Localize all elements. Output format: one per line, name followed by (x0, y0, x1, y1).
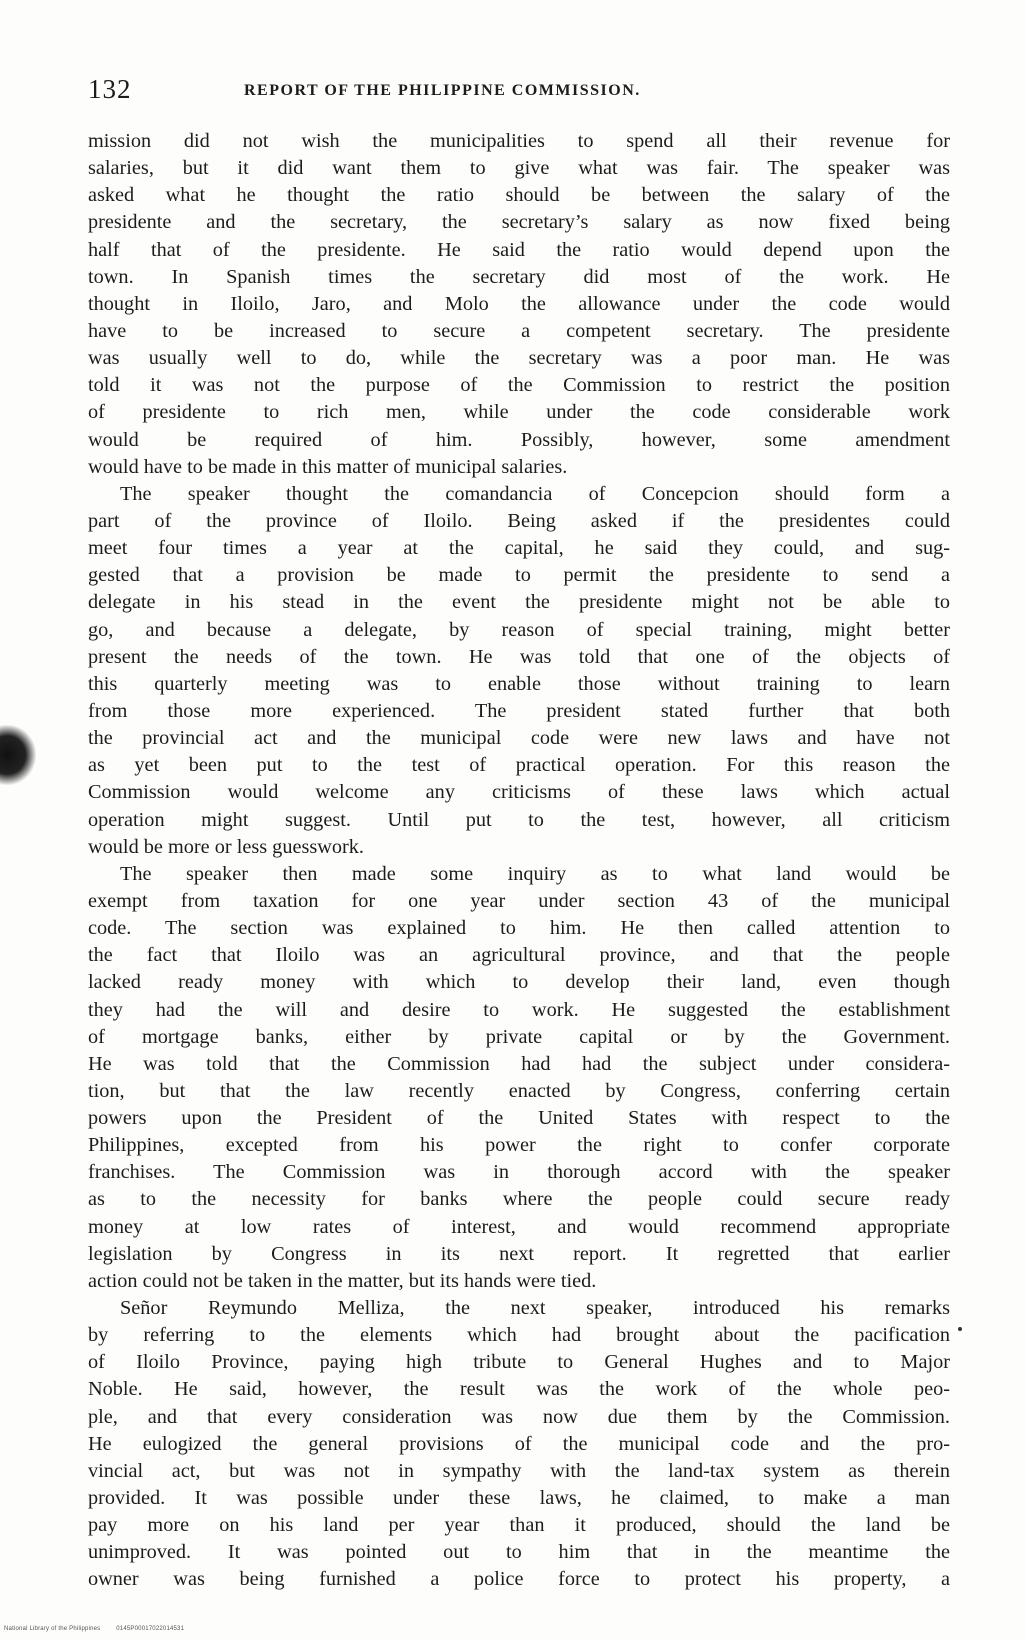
text-line: presidente and the secretary, the secretary’s salary as now fixed being (88, 211, 950, 234)
text-line: this quarterly meeting was to enable those without training to learn (88, 672, 950, 695)
text-line: as yet been put to the test of practical operation. For this reason the (88, 754, 950, 777)
text-line: half that of the presidente. He said the ratio would depend upon the (88, 238, 950, 261)
text-line: provided. It was possible under these laws, he claimed, to make a man (88, 1487, 950, 1510)
text-line: meet four times a year at the capital, he said they could, and sug- (88, 537, 950, 560)
text-line: town. In Spanish times the secretary did most of the work. He (88, 265, 950, 288)
text-line: by referring to the elements which had brought about the pacification (88, 1324, 950, 1347)
page-header (88, 74, 948, 114)
text-line: mission did not wish the municipalities to spend all their revenue for (88, 130, 950, 152)
footer-library: National Library of the Philippines (4, 1626, 101, 1632)
text-line: exempt from taxation for one year under section 43 of the municipal (88, 889, 950, 912)
text-line: would have to be made in this matter of municipal salaries. (88, 455, 568, 478)
running-head: REPORT OF THE PHILIPPINE COMMISSION. (244, 82, 641, 99)
text-line: action could not be taken in the matter, but its hands were tied. (88, 1269, 597, 1292)
text-line: owner was being furnished a police force to protect his property, a (88, 1568, 950, 1591)
text-line: of Iloilo Province, paying high tribute to General Hughes and to Major (88, 1351, 950, 1374)
page-edge-shadow (0, 725, 36, 785)
text-line: pay more on his land per year than it produced, should the land be (88, 1514, 950, 1537)
text-line: code. The section was explained to him. He then called attention to (88, 917, 950, 940)
text-line: unimproved. It was pointed out to him that in the meantime the (88, 1541, 950, 1564)
text-line: money at low rates of interest, and would recommend appropriate (88, 1215, 950, 1238)
text-line: delegate in his stead in the event the presidente might not be able to (88, 591, 950, 614)
text-line: operation might suggest. Until put to the test, however, all criticism (88, 808, 950, 831)
text-line: ple, and that every consideration was now due them by the Commission. (88, 1405, 950, 1428)
page-number: 132 (88, 74, 132, 104)
text-line: told it was not the purpose of the Commission to restrict the position (88, 374, 950, 397)
text-line: The speaker then made some inquiry as to what land would be (120, 862, 950, 885)
text-line: the fact that Iloilo was an agricultural province, and that the people (88, 944, 950, 967)
text-line: go, and because a delegate, by reason of special training, might better (88, 618, 950, 641)
text-line: would be required of him. Possibly, however, some amendment (88, 428, 950, 451)
text-line: tion, but that the law recently enacted by Congress, conferring certain (88, 1079, 950, 1102)
text-line: was usually well to do, while the secretary was a poor man. He was (88, 347, 950, 370)
text-line: they had the will and desire to work. He suggested the establishment (88, 998, 950, 1021)
text-line: powers upon the President of the United States with respect to the (88, 1107, 950, 1130)
text-line: from those more experienced. The president stated further that both (88, 699, 950, 722)
text-line: Noble. He said, however, the result was the work of the whole peo- (88, 1378, 950, 1401)
footer-id: 0145P00017022014531 (116, 1626, 185, 1632)
text-line: He was told that the Commission had had the subject under considera- (88, 1052, 950, 1075)
text-line: He eulogized the general provisions of the municipal code and the pro- (88, 1432, 950, 1455)
text-line: franchises. The Commission was in thorough accord with the speaker (88, 1161, 950, 1184)
text-line: Philippines, excepted from his power the right to confer corporate (88, 1134, 950, 1157)
text-line: have to be increased to secure a competent secretary. The presidente (88, 319, 950, 342)
text-line: gested that a provision be made to permit the presidente to send a (88, 564, 950, 587)
text-line: as to the necessity for banks where the people could secure ready (88, 1188, 950, 1211)
text-line: The speaker thought the comandancia of Concepcion should form a (120, 482, 950, 505)
text-line: lacked ready money with which to develop their land, even though (88, 971, 950, 994)
text-line: of presidente to rich men, while under the code considerable work (88, 401, 950, 424)
text-line: the provincial act and the municipal code were new laws and have not (88, 727, 950, 750)
text-line: part of the province of Iloilo. Being asked if the presidentes could (88, 509, 950, 532)
scan-footer (4, 1626, 198, 1632)
text-line: vincial act, but was not in sympathy with the land-tax system as therein (88, 1459, 950, 1482)
text-line: Commission would welcome any criticisms of these laws which actual (88, 781, 950, 804)
text-line: of mortgage banks, either by private capital or by the Government. (88, 1025, 950, 1048)
text-line: Señor Reymundo Melliza, the next speaker, introduced his remarks (120, 1297, 950, 1320)
body-text (88, 128, 950, 1594)
text-line: legislation by Congress in its next report. It regretted that earlier (88, 1242, 950, 1265)
text-line: would be more or less guesswork. (88, 835, 365, 858)
text-line: salaries, but it did want them to give what was fair. The speaker was (88, 157, 950, 180)
margin-speck (958, 1327, 962, 1331)
text-line: thought in Iloilo, Jaro, and Molo the allowance under the code would (88, 292, 950, 315)
text-line: present the needs of the town. He was told that one of the objects of (88, 645, 950, 668)
text-line: asked what he thought the ratio should be between the salary of the (88, 184, 950, 207)
